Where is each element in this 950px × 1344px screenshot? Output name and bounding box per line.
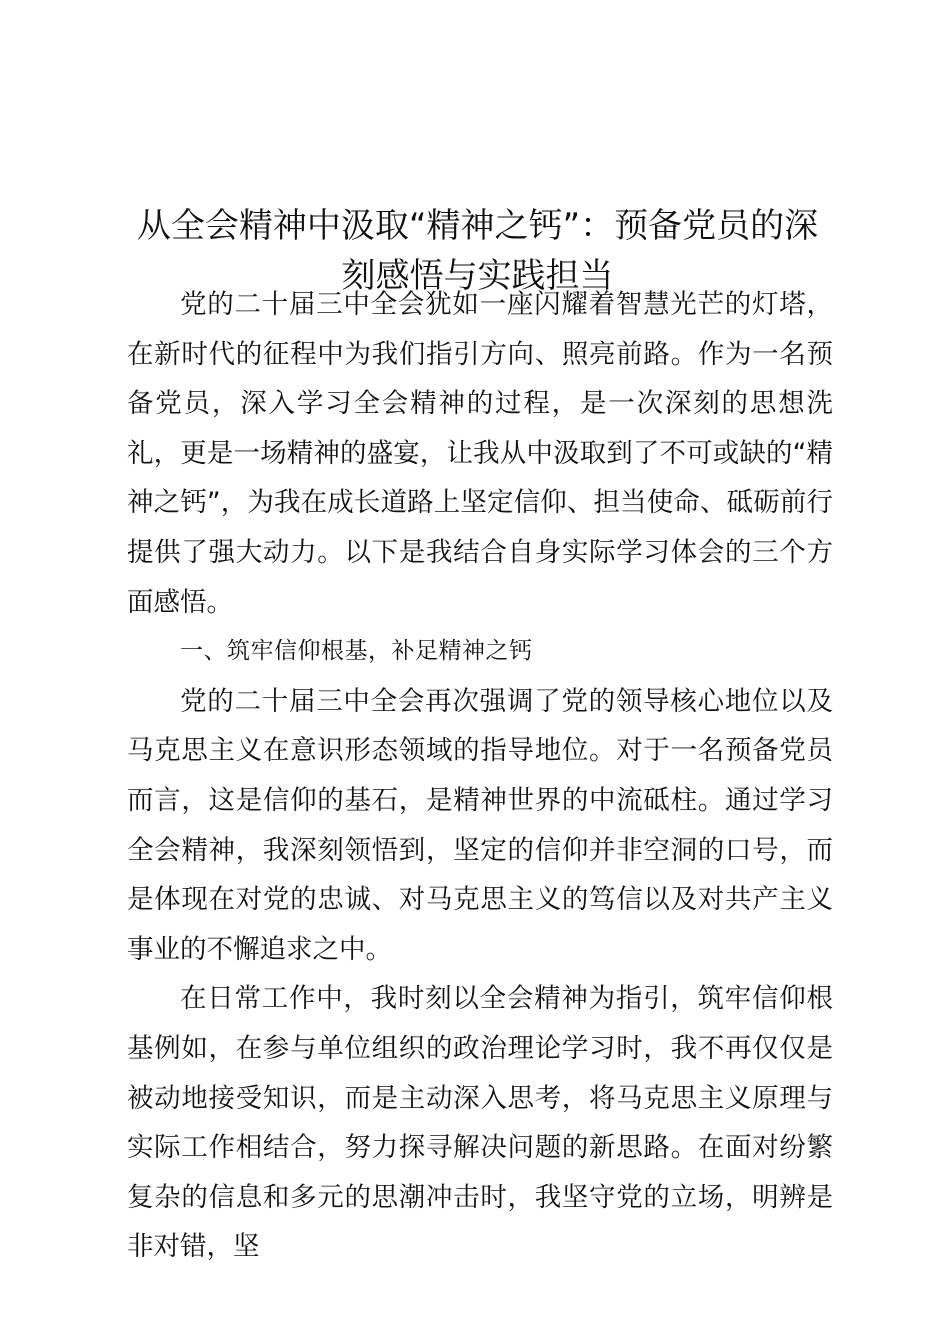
section-heading-1: 一、筑牢信仰根基，补足精神之钙 xyxy=(180,638,533,665)
paragraph-intro: 党的二十届三中全会犹如一座闪耀着智慧光芒的灯塔，在新时代的征程中为我们指引方向、照亮前路。作为一名预备党员，深入学习全会精神的过程，是一次深刻的思想洗礼，更是一场精神的盛宴，让我从中汲取到了不可或缺的“精神之钙”，为我在成长道路上坚定信仰、担当使命、砥砺前行提供了强大动力。以下是我结合自身实际学习体会的三个方面感悟。 xyxy=(127,289,833,618)
document-body xyxy=(127,280,833,1272)
document-title: 从全会精神中汲取“精神之钙”：预备党员的深刻感悟与实践担当 xyxy=(136,205,819,296)
paragraph-section-1: 党的二十届三中全会再次强调了党的领导核心地位以及马克思主义在意识形态领域的指导地位。对于一名预备党员而言，这是信仰的基石，是精神世界的中流砥柱。通过学习全会精神，我深刻领悟到，坚定的信仰并非空洞的口号，而是体现在对党的忠诚、对马克思主义的笃信以及对共产主义事业的不懈追求之中。 xyxy=(127,685,833,965)
paragraph-section-1-practice: 在日常工作中，我时刻以全会精神为指引，筑牢信仰根基例如，在参与单位组织的政治理论学习时，我不再仅仅是被动地接受知识，而是主动深入思考，将马克思主义原理与实际工作相结合，努力探寻解决问题的新思路。在面对纷繁复杂的信息和多元的思潮冲击时，我坚守党的立场，明辨是非对错，坚 xyxy=(127,983,833,1263)
